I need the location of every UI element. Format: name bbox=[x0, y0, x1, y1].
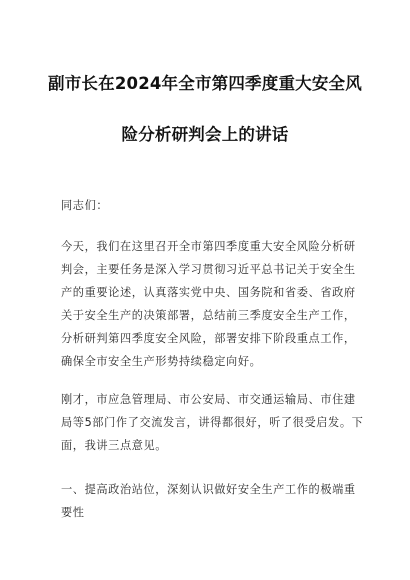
paragraph-2-line-1: 刚才，市应急管理局、市公安局、市交通运输局、市住建 bbox=[61, 393, 356, 406]
paragraph-1-line-2: 判会，主要任务是深入学习贯彻习近平总书记关于安全生 bbox=[61, 263, 356, 276]
paragraph-1-line-5: 分析研判第四季度安全风险，部署安排下阶段重点工作， bbox=[61, 332, 356, 345]
paragraph-2-line-3: 面，我讲三点意见。 bbox=[61, 439, 168, 452]
section-heading-1-line-1: 一、提高政治站位，深刻认识做好安全生产工作的极端重 bbox=[61, 483, 356, 496]
paragraph-1-line-6: 确保全市安全生产形势持续稳定向好。 bbox=[61, 355, 262, 368]
paragraph-2-line-2: 局等5部门作了交流发言，讲得都很好，听了很受启发。下 bbox=[61, 416, 364, 429]
document-title-line-2: 险分析研判会上的讲话 bbox=[121, 125, 289, 144]
document-title-line-1: 副市长在2024年全市第四季度重大安全风 bbox=[48, 74, 362, 93]
paragraph-1-line-3: 产的重要论述，认真落实党中央、国务院和省委、省政府 bbox=[61, 286, 356, 299]
salutation: 同志们： bbox=[61, 199, 109, 212]
paragraph-1-line-4: 关于安全生产的决策部署，总结前三季度安全生产工作， bbox=[61, 309, 356, 322]
paragraph-1-line-1: 今天，我们在这里召开全市第四季度重大安全风险分析研 bbox=[61, 240, 356, 253]
section-heading-1-line-2: 要性 bbox=[61, 506, 85, 519]
